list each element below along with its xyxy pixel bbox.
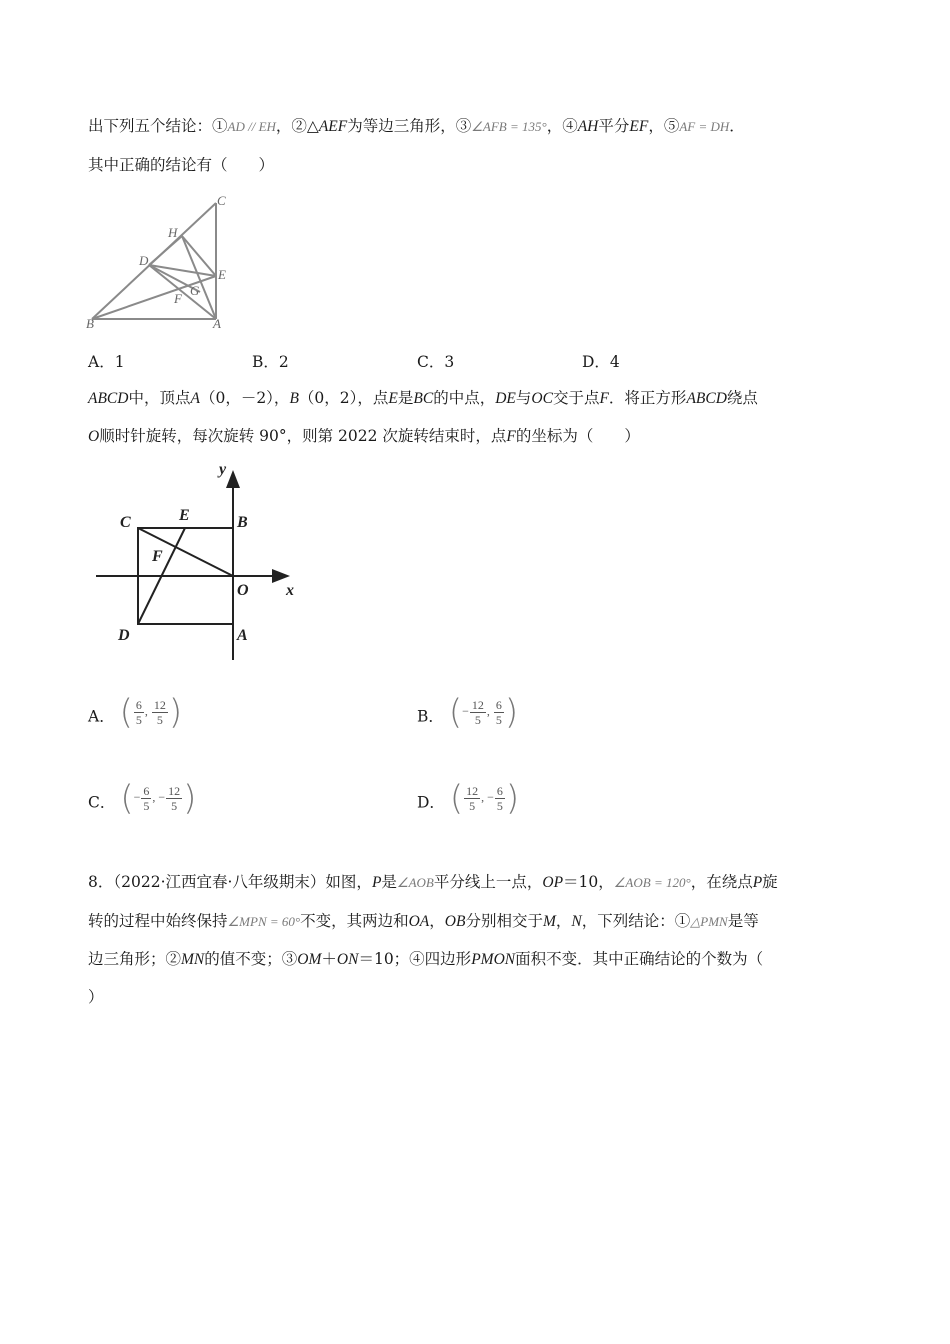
q7-label-B: B — [237, 514, 248, 531]
q6-statement-line1: 出下列五个结论：①AD // EH，②△AEF为等边三角形，③∠AFB = 135°，④AH平分EF，⑤AF = DH． — [88, 117, 745, 135]
fraction: $\frac{6}{5}$ — [135, 698, 142, 727]
q7-label-y: y — [219, 461, 227, 478]
fraction: $\frac{12}{5}$ — [466, 784, 479, 813]
q6-label-G: G — [190, 283, 200, 298]
q7-statement-line1: ABCD中，顶点A（0，－2），B（0，2），点E是BC的中点，DE与OC交于点F．将正方形ABCD绕点 — [88, 389, 758, 407]
q6-option-a[interactable]: A．1 — [88, 353, 125, 371]
q7-label-F: F — [152, 548, 163, 565]
q6-label-H: H — [168, 225, 178, 240]
q7-label-x: x — [286, 582, 294, 599]
q7-statement-line2: O顺时针旋转，每次旋转 90°，则第 2022 次旋转结束时，点F的坐标为（ ） — [88, 427, 640, 445]
q6-triangle-figure — [82, 192, 242, 334]
q7-coordinate-figure — [90, 458, 310, 663]
q6-label-A: A — [213, 316, 221, 331]
q7-label-C: C — [120, 514, 131, 531]
q6-label-C: C — [217, 193, 226, 208]
fraction: $\frac{6}{5}$ — [143, 784, 150, 813]
q7-label-O: O — [237, 582, 249, 599]
fraction: $\frac{6}{5}$ — [496, 784, 503, 813]
fraction: $\frac{12}{5}$ — [168, 784, 181, 813]
q6-label-D: D — [139, 253, 149, 268]
q8-statement-line1: 8．（2022·江西宜春·八年级期末）如图，P是∠AOB平分线上一点，OP＝10，∠AOB = 120°，在绕点P旋 — [88, 873, 778, 891]
q8-statement-line4: ） — [88, 988, 104, 1006]
q6-statement-line2: 其中正确的结论有（ ） — [88, 156, 275, 174]
q6-label-B: B — [86, 316, 94, 331]
q7-label-A: A — [237, 627, 248, 644]
q7-label-E: E — [179, 507, 190, 524]
q7-option-d[interactable]: D． $^{( \frac{12}{5} , - \frac{6}{5} )}$ — [417, 778, 520, 819]
q7-label-D: D — [118, 627, 130, 644]
q6-label-E: E — [218, 267, 226, 282]
q7-option-b[interactable]: B． $^{(- \frac{12}{5} , \frac{6}{5} )}$ — [417, 692, 519, 733]
q6-option-d[interactable]: D．4 — [582, 353, 620, 371]
fraction: $\frac{12}{5}$ — [153, 698, 166, 727]
q8-statement-line2: 转的过程中始终保持∠MPN = 60°不变，其两边和OA，OB分别相交于M，N，下列结论：①△PMN是等 — [88, 912, 759, 930]
q6-option-b[interactable]: B．2 — [252, 353, 289, 371]
q6-option-c[interactable]: C．3 — [417, 353, 455, 371]
q7-option-c[interactable]: C． $^{(- \frac{6}{5} , - \frac{12}{5} )}$ — [88, 778, 197, 819]
fraction: $\frac{6}{5}$ — [495, 698, 502, 727]
q8-statement-line3: 边三角形；②MN的值不变；③OM＋ON＝10；④四边形PMON面积不变．其中正确结论的个数为（ — [88, 950, 764, 968]
fraction: $\frac{12}{5}$ — [471, 698, 484, 727]
q7-option-a[interactable]: A． $^{( \frac{6}{5} , \frac{12}{5} )}$ — [88, 692, 183, 733]
q6-label-F: F — [174, 291, 182, 306]
